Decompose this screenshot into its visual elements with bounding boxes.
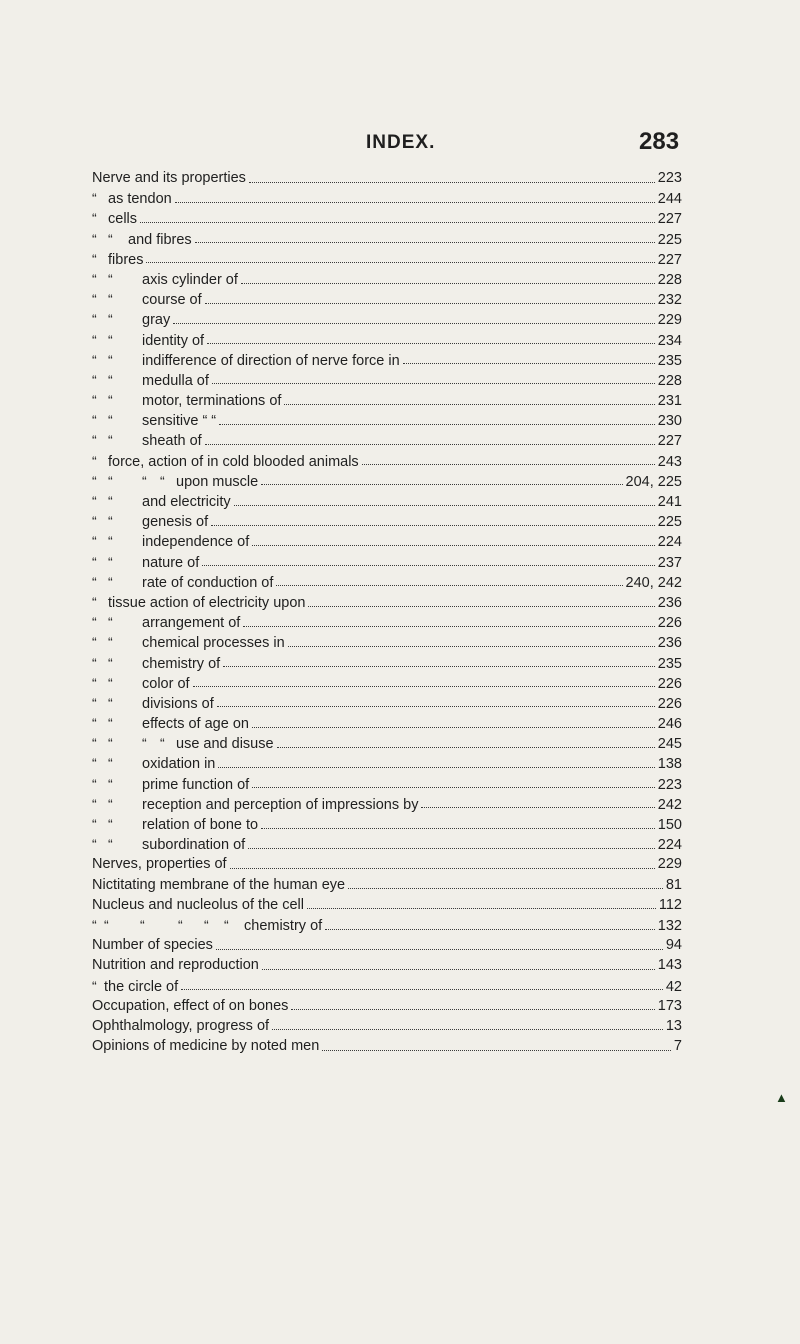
ditto-mark: “ [108,513,113,530]
dot-leader [243,626,654,627]
ditto-mark: “ [108,270,113,287]
entry-text: medulla of [142,372,209,389]
index-entry [92,592,682,612]
ditto-marks [92,976,104,996]
ditto-mark: “ [108,392,113,409]
ditto-mark: “ [92,472,97,489]
dot-leader [284,404,654,405]
ditto-marks [92,653,142,673]
ditto-marks [92,188,108,208]
ditto-marks [92,451,108,471]
ditto-marks [92,673,142,693]
entry-text: Occupation, effect of on bones [92,997,289,1014]
ditto-mark: “ [140,916,145,933]
ditto-marks [92,208,108,228]
ditto-marks [92,794,142,814]
entry-text: the circle of [104,978,179,995]
ditto-marks [92,410,142,430]
ditto-mark: “ [92,493,97,509]
entry-text: chemical processes in [142,635,285,652]
entry-page-number: 143 [657,957,682,974]
entry-text: Nictitating membrane of the human eye [92,876,346,893]
ditto-mark: “ [108,371,113,388]
entry-text: Nerve and its properties [92,170,246,186]
index-entry [92,1036,682,1056]
index-entry [92,249,682,269]
ditto-mark: “ [92,412,97,429]
ditto-mark: “ [160,735,165,752]
dot-leader [249,182,655,183]
entry-page-number: 224 [657,534,682,551]
index-entry [92,410,682,430]
dot-leader [175,202,655,203]
ditto-mark: “ [108,573,113,590]
dot-leader [202,565,655,566]
dot-leader [146,262,654,263]
ditto-mark: “ [108,614,113,631]
dot-leader [403,363,655,364]
index-entry [92,229,682,249]
ditto-marks [92,350,142,370]
ditto-mark: “ [92,553,97,570]
entry-page-number: 229 [657,856,682,873]
entry-text: color of [142,675,190,692]
ditto-mark: “ [108,654,113,671]
index-entry [92,955,682,975]
ditto-marks [92,693,142,713]
ditto-marks [92,471,176,491]
index-entry [92,188,682,208]
ditto-marks [92,289,142,309]
entry-text: sheath of [142,433,202,450]
entry-page-number: 138 [657,756,682,773]
entry-page-number: 225 [657,231,682,248]
entry-text: subordination of [142,837,246,854]
ditto-mark: “ [92,634,97,651]
entry-text: Opinions of medicine by noted men [92,1038,320,1055]
index-entry [92,834,682,854]
index-entry [92,269,682,289]
ditto-mark: “ [108,775,113,792]
ditto-marks [92,430,142,450]
entry-page-number: 13 [665,1017,682,1034]
entry-page-number: 231 [657,393,682,410]
dot-leader [252,545,655,546]
dot-leader [217,706,655,707]
ditto-mark: “ [92,452,97,469]
index-entry [92,330,682,350]
ditto-mark: “ [108,674,113,691]
dot-leader [193,686,655,687]
entry-text: genesis of [142,514,209,531]
entry-text: fibres [108,251,144,268]
ditto-marks [92,774,142,794]
ditto-marks [92,249,108,269]
entry-text: use and disuse [176,736,274,753]
dot-leader [173,323,655,324]
ditto-mark: “ [108,533,113,550]
ditto-mark: “ [224,916,229,933]
index-entry [92,713,682,733]
ditto-mark: “ [92,795,97,812]
entry-text: motor, terminations of [142,393,282,410]
dot-leader [288,646,655,647]
dot-leader [272,1029,663,1030]
index-entry [92,632,682,652]
ditto-mark: “ [108,816,113,832]
entry-text: Ophthalmology, progress of [92,1017,270,1034]
entry-page-number: 132 [657,917,682,934]
entry-text: indifference of direction of nerve force in [142,352,400,369]
dot-leader [140,222,655,223]
ditto-marks [92,632,142,652]
ditto-mark: “ [92,392,97,409]
index-entry [92,915,682,935]
ditto-marks [92,713,142,733]
ditto-marks [92,511,142,531]
index-entry [92,572,682,592]
entry-page-number: 229 [657,312,682,329]
entry-text: Nerves, properties of [92,856,227,873]
index-entry [92,653,682,673]
ditto-mark: “ [92,190,97,207]
entry-text: rate of conduction of [142,574,274,591]
entry-page-number: 7 [673,1038,682,1055]
ditto-mark: “ [92,977,97,994]
entry-text: divisions of [142,695,214,712]
index-entry [92,612,682,632]
entry-text: Number of species [92,937,213,954]
ditto-mark: “ [92,533,97,550]
dot-leader [205,444,655,445]
entry-text: cells [108,211,138,228]
index-entry [92,895,682,915]
ditto-mark: “ [108,553,113,570]
ditto-mark: “ [104,916,109,933]
ditto-mark: “ [160,472,165,489]
index-entry [92,1016,682,1036]
entry-page-number: 236 [657,635,682,652]
entry-text: nature of [142,554,200,571]
entry-page-number: 235 [657,655,682,672]
ditto-mark: “ [92,270,97,287]
ditto-mark: “ [92,291,97,308]
entry-page-number: 223 [657,170,682,186]
entry-page-number: 81 [665,876,682,893]
index-entry [92,814,682,834]
ditto-marks [92,814,142,834]
dot-leader [348,888,663,889]
index-entry [92,531,682,551]
index-entry [92,935,682,955]
ditto-mark: “ [108,755,113,772]
entry-text: and electricity [142,494,231,510]
entry-page-number: 227 [657,433,682,450]
dot-leader [219,424,655,425]
index-entry [92,471,682,491]
ditto-marks [92,753,142,773]
ditto-marks [92,330,142,350]
entry-page-number: 226 [657,615,682,632]
entry-text: as tendon [108,191,172,208]
dot-leader [207,343,655,344]
ditto-mark: “ [92,513,97,530]
index-entry [92,511,682,531]
entry-page-number: 244 [657,191,682,208]
ditto-marks [92,915,244,935]
dot-leader [230,868,655,869]
entry-text: sensitive “ “ [142,413,217,430]
index-entry [92,430,682,450]
entry-page-number: 234 [657,332,682,349]
dot-leader [205,303,655,304]
entry-page-number: 240, 242 [625,574,682,591]
entry-text: gray [142,312,171,329]
entry-page-number: 230 [657,413,682,430]
ditto-mark: “ [92,432,97,449]
entry-text: oxidation in [142,756,216,773]
entry-text: chemistry of [244,917,323,934]
entry-page-number: 227 [657,251,682,268]
ditto-mark: “ [108,795,113,812]
index-entry [92,774,682,794]
ditto-marks [92,612,142,632]
ditto-mark: “ [92,573,97,590]
page-number: 283 [639,128,680,155]
index-entry [92,370,682,390]
dot-leader [276,585,622,586]
entry-page-number: 242 [657,796,682,813]
ditto-mark: “ [178,916,183,933]
entry-page-number: 235 [657,352,682,369]
entry-text: independence of [142,534,250,551]
entry-text: arrangement of [142,615,241,632]
index-entry [92,491,682,511]
index-entry [92,976,682,996]
ditto-mark: “ [92,816,97,832]
ditto-mark: “ [108,735,113,752]
ditto-marks [92,269,142,289]
ditto-mark: “ [108,230,113,247]
index-entry [92,693,682,713]
entry-page-number: 241 [657,494,682,510]
index-entry [92,289,682,309]
index-entry [92,854,682,874]
entry-page-number: 226 [657,695,682,712]
entry-text: relation of bone to [142,817,259,833]
ditto-marks [92,491,142,511]
index-entry [92,794,682,814]
entry-page-number: 94 [665,937,682,954]
ditto-mark: “ [92,371,97,388]
entry-text: chemistry of [142,655,221,672]
entry-page-number: 223 [657,776,682,793]
entry-text: Nucleus and nucleolus of the cell [92,896,304,913]
dot-leader [325,929,655,930]
ditto-mark: “ [108,291,113,308]
entry-text: course of [142,292,202,309]
ditto-mark: “ [108,432,113,449]
entry-text: axis cylinder of [142,271,238,288]
entry-page-number: 227 [657,211,682,228]
dot-leader [307,908,656,909]
ditto-mark: “ [92,593,97,610]
dot-leader [291,1009,654,1010]
ditto-mark: “ [108,311,113,328]
ditto-mark: “ [92,735,97,752]
ditto-marks [92,531,142,551]
dot-leader [248,848,655,849]
ditto-mark: “ [108,694,113,711]
ditto-mark: “ [92,775,97,792]
ditto-mark: “ [92,654,97,671]
ditto-marks [92,572,142,592]
entry-page-number: 228 [657,271,682,288]
index-entry [92,350,682,370]
ditto-mark: “ [142,735,147,752]
dot-leader [261,484,622,485]
dot-leader [241,283,655,284]
dot-leader [308,606,654,607]
dot-leader [223,666,655,667]
ditto-mark: “ [92,715,97,732]
entry-text: reception and perception of impressions by [142,796,419,813]
dot-leader [261,828,655,829]
entry-page-number: 204, 225 [625,473,682,490]
entry-page-number: 225 [657,514,682,531]
ditto-mark: “ [108,472,113,489]
entry-page-number: 226 [657,675,682,692]
dot-leader [212,383,655,384]
ditto-mark: “ [108,634,113,651]
ditto-mark: “ [92,916,97,933]
ink-blot-mark: ▲ [775,1090,788,1105]
ditto-mark: “ [92,230,97,247]
entry-page-number: 245 [657,736,682,753]
ditto-mark: “ [92,836,97,853]
ditto-mark: “ [108,412,113,429]
entry-page-number: 232 [657,292,682,309]
index-entry [92,753,682,773]
index-entry [92,733,682,753]
dot-leader [262,969,655,970]
dot-leader [234,505,655,506]
ditto-marks [92,390,142,410]
ditto-mark: “ [92,210,97,227]
ditto-mark: “ [92,674,97,691]
entry-text: upon muscle [176,473,259,490]
entry-text: and fibres [128,231,192,248]
ditto-mark: “ [108,493,113,509]
index-entry [92,875,682,895]
dot-leader [277,747,655,748]
ditto-mark: “ [92,351,97,368]
dot-leader [421,807,654,808]
ditto-mark: “ [92,694,97,711]
entry-text: effects of age on [142,716,249,733]
entry-page-number: 150 [657,817,682,833]
ditto-mark: “ [204,916,209,933]
entry-page-number: 42 [665,978,682,995]
entry-text: prime function of [142,776,250,793]
entry-page-number: 224 [657,837,682,854]
entry-page-number: 228 [657,372,682,389]
ditto-mark: “ [108,331,113,348]
entry-page-number: 112 [658,896,682,913]
ditto-mark: “ [92,311,97,328]
index-entry [92,390,682,410]
entry-page-number: 237 [657,554,682,571]
ditto-mark: “ [142,472,147,489]
ditto-mark: “ [92,331,97,348]
ditto-mark: “ [92,250,97,267]
index-entry [92,673,682,693]
dot-leader [322,1050,671,1051]
dot-leader [252,727,655,728]
dot-leader [195,242,655,243]
ditto-marks [92,370,142,390]
index-entry [92,552,682,572]
entry-page-number: 236 [657,594,682,611]
dot-leader [218,767,654,768]
ditto-mark: “ [108,715,113,732]
ditto-mark: “ [108,836,113,853]
dot-leader [211,525,655,526]
ditto-mark: “ [108,351,113,368]
page-title: INDEX. [366,132,436,153]
entry-page-number: 246 [657,716,682,733]
entry-page-number: 173 [657,997,682,1014]
index-entry [92,451,682,471]
entry-text: force, action of in cold blooded animals [108,453,359,470]
dot-leader [181,989,663,990]
index-entry [92,309,682,329]
running-head [0,128,800,162]
ditto-marks [92,592,108,612]
entry-text: tissue action of electricity upon [108,594,306,611]
index-entry [92,168,682,188]
ditto-marks [92,229,128,249]
index-entries [92,168,682,1056]
ditto-marks [92,733,176,753]
index-entry [92,996,682,1016]
dot-leader [216,949,663,950]
entry-text: identity of [142,332,205,349]
ditto-mark: “ [92,614,97,631]
ditto-marks [92,552,142,572]
ditto-marks [92,834,142,854]
ditto-mark: “ [92,755,97,772]
index-entry [92,208,682,228]
ditto-marks [92,309,142,329]
dot-leader [362,464,655,465]
dot-leader [252,787,655,788]
entry-page-number: 243 [657,453,682,470]
entry-text: Nutrition and reproduction [92,957,259,974]
